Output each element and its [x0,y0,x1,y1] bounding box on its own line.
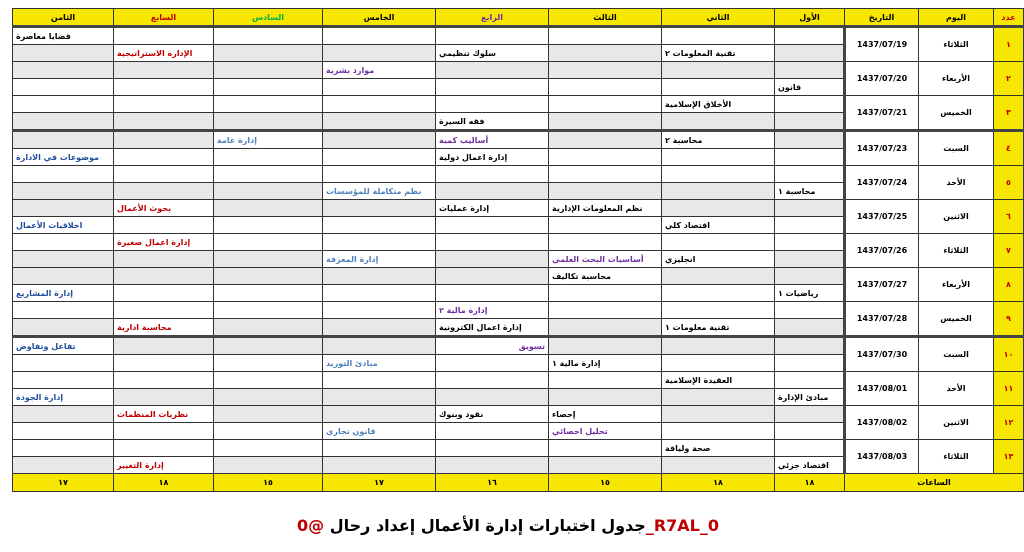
exam-slot [662,113,775,131]
schedule-subrow [13,406,1024,423]
exam-slot [114,79,214,96]
caption [0,516,1024,535]
exam-slot: تسويق [436,337,549,355]
exam-slot [549,234,662,251]
exam-slot [114,149,214,166]
exam-slot [549,96,662,113]
exam-slot [214,372,323,389]
exam-slot [436,423,549,440]
row-number: ٥ [994,166,1024,200]
exam-slot [549,45,662,62]
exam-slot [436,183,549,200]
exam-slot [775,131,845,149]
exam-slot: محاسبة ادارية [114,319,214,337]
exam-slot [13,234,114,251]
exam-slot [436,285,549,302]
exam-slot [775,440,845,457]
exam-slot [214,389,323,406]
schedule-subrow [13,62,1024,79]
exam-slot [775,149,845,166]
col-header-date: التاريخ [845,9,919,27]
exam-slot [436,79,549,96]
exam-date: 1437/07/28 [845,302,919,337]
exam-slot [214,113,323,131]
exam-slot [114,251,214,268]
exam-slot [214,302,323,319]
exam-slot: إدارة اعمال صغيرة [114,234,214,251]
exam-slot [323,113,436,131]
exam-slot: إدارة المعرفة [323,251,436,268]
exam-slot [662,457,775,474]
schedule-subrow [13,200,1024,217]
exam-slot [549,319,662,337]
hours-value: ١٧ [323,474,436,492]
exam-slot [436,166,549,183]
exam-slot [549,131,662,149]
exam-slot [323,131,436,149]
hours-value: ١٥ [214,474,323,492]
row-number: ٣ [994,96,1024,131]
exam-slot [323,406,436,423]
exam-slot [114,285,214,302]
schedule-subrow [13,440,1024,457]
exam-slot [323,372,436,389]
exam-slot: صحة ولياقة [662,440,775,457]
exam-slot: أساسيات البحث العلمي [549,251,662,268]
col-header-period-7: السابع [114,9,214,27]
exam-slot [775,96,845,113]
col-header-period-1: الأول [775,9,845,27]
exam-slot [775,355,845,372]
exam-slot: مبادئ الإدارة [775,389,845,406]
exam-slot [549,79,662,96]
exam-slot [214,268,323,285]
exam-date: 1437/08/01 [845,372,919,406]
exam-slot: إدارة الجودة [13,389,114,406]
exam-slot [214,27,323,45]
exam-slot [662,302,775,319]
exam-slot: محاسبة تكاليف [549,268,662,285]
exam-date: 1437/07/19 [845,27,919,62]
exam-slot [323,217,436,234]
exam-slot [775,27,845,45]
exam-slot [662,423,775,440]
exam-date: 1437/08/02 [845,406,919,440]
exam-slot [436,440,549,457]
exam-slot [549,337,662,355]
exam-slot [662,406,775,423]
exam-slot [662,183,775,200]
exam-date: 1437/07/30 [845,337,919,372]
exam-slot [13,406,114,423]
exam-slot [662,149,775,166]
exam-slot [549,285,662,302]
row-number: ٤ [994,131,1024,166]
exam-date: 1437/07/23 [845,131,919,166]
exam-slot [323,27,436,45]
exam-slot [775,337,845,355]
exam-slot: قانون تجاري [323,423,436,440]
exam-slot [775,406,845,423]
exam-slot: بحوث الأعمال [114,200,214,217]
exam-slot: إحصاء [549,406,662,423]
col-header-period-8: الثامن [13,9,114,27]
exam-slot [323,440,436,457]
exam-slot [323,457,436,474]
exam-slot [323,96,436,113]
row-number: ١٠ [994,337,1024,372]
exam-slot [114,337,214,355]
exam-slot: إدارة اعمال دولية [436,149,549,166]
exam-slot [214,96,323,113]
schedule-subrow [13,166,1024,183]
row-number: ٦ [994,200,1024,234]
exam-slot [323,45,436,62]
exam-slot [436,217,549,234]
exam-slot: اخلاقيات الأعمال [13,217,114,234]
exam-slot [114,389,214,406]
exam-slot [214,423,323,440]
exam-slot [13,319,114,337]
exam-slot [214,183,323,200]
exam-slot [323,389,436,406]
exam-slot: إدارة مالية ١ [549,355,662,372]
day-name: الأربعاء [919,268,994,302]
exam-slot [323,166,436,183]
exam-slot [13,423,114,440]
exam-slot [549,440,662,457]
exam-slot [114,217,214,234]
exam-slot [436,251,549,268]
exam-slot: إدارة مالية ٢ [436,302,549,319]
header-row [13,9,1024,27]
exam-slot [775,319,845,337]
hours-row [13,474,1024,492]
exam-slot: الأخلاق الإسلامية [662,96,775,113]
exam-slot: قانون [775,79,845,96]
schedule-subrow [13,268,1024,285]
hours-value: ١٧ [13,474,114,492]
schedule-subrow [13,131,1024,149]
schedule-subrow [13,27,1024,45]
exam-slot [114,62,214,79]
exam-slot [114,27,214,45]
exam-slot [13,440,114,457]
hours-value: ١٥ [549,474,662,492]
hours-value: ١٨ [775,474,845,492]
exam-slot [13,183,114,200]
exam-slot [549,217,662,234]
exam-slot [214,440,323,457]
row-number: ٢ [994,62,1024,96]
exam-slot [436,355,549,372]
schedule-subrow [13,96,1024,113]
exam-slot [775,113,845,131]
exam-slot [662,337,775,355]
exam-slot [775,45,845,62]
hours-value: ١٨ [662,474,775,492]
exam-slot [214,234,323,251]
exam-slot [549,302,662,319]
exam-slot: تقنية المعلومات ٢ [662,45,775,62]
exam-slot [775,302,845,319]
exam-slot [114,268,214,285]
exam-slot [114,302,214,319]
exam-slot [13,457,114,474]
exam-slot [549,457,662,474]
exam-slot [13,113,114,131]
exam-slot [549,389,662,406]
day-name: الأربعاء [919,62,994,96]
exam-slot [214,200,323,217]
exam-slot [13,355,114,372]
exam-slot [214,79,323,96]
col-header-period-5: الخامس [323,9,436,27]
exam-slot [549,27,662,45]
exam-slot [214,355,323,372]
exam-date: 1437/07/25 [845,200,919,234]
schedule-body [13,27,1024,474]
exam-slot [549,372,662,389]
hours-label: الساعات [845,474,1024,492]
exam-slot: الإدارة الاستراتيجية [114,45,214,62]
exam-slot: انجليزي [662,251,775,268]
exam-slot [436,372,549,389]
exam-slot [549,149,662,166]
exam-slot [775,423,845,440]
exam-slot [323,234,436,251]
col-header-day: اليوم [919,9,994,27]
exam-slot: محاسبة ٢ [662,131,775,149]
author-handle: @0_R7AL_0 [297,516,719,535]
exam-slot: تفاعل وتفاوض [13,337,114,355]
day-name: الأحد [919,166,994,200]
exam-slot [436,234,549,251]
exam-slot: موضوعات في الادارة [13,149,114,166]
exam-slot: إدارة المشاريع [13,285,114,302]
exam-slot [13,372,114,389]
exam-slot [436,62,549,79]
exam-slot [13,62,114,79]
exam-slot [775,200,845,217]
exam-slot [436,389,549,406]
exam-slot [662,166,775,183]
exam-slot: العقيدة الإسلامية [662,372,775,389]
hours-value: ١٦ [436,474,549,492]
exam-slot [214,62,323,79]
exam-slot [13,268,114,285]
exam-slot: فقه السيرة [436,113,549,131]
exam-slot [214,319,323,337]
exam-date: 1437/07/21 [845,96,919,131]
exam-slot [775,166,845,183]
exam-schedule-table [12,8,1024,492]
exam-slot: تحليل احصائي [549,423,662,440]
exam-date: 1437/07/20 [845,62,919,96]
col-header-period-4: الرابع [436,9,549,27]
exam-slot [214,45,323,62]
exam-slot: رياضيات ١ [775,285,845,302]
exam-slot [436,96,549,113]
exam-slot: موارد بشرية [323,62,436,79]
exam-slot [775,234,845,251]
exam-slot: إدارة عامة [214,131,323,149]
day-name: السبت [919,337,994,372]
row-number: ١ [994,27,1024,62]
exam-slot [214,457,323,474]
exam-slot [13,166,114,183]
day-name: الاثنين [919,406,994,440]
exam-date: 1437/07/26 [845,234,919,268]
exam-date: 1437/07/24 [845,166,919,200]
exam-slot [13,302,114,319]
exam-slot [214,217,323,234]
exam-slot [114,355,214,372]
row-number: ١٢ [994,406,1024,440]
exam-slot [775,62,845,79]
exam-slot [214,251,323,268]
exam-slot [13,251,114,268]
row-number: ٧ [994,234,1024,268]
schedule-subrow [13,337,1024,355]
exam-slot [114,423,214,440]
exam-slot [662,355,775,372]
day-name: الثلاثاء [919,234,994,268]
exam-slot [775,217,845,234]
exam-slot [662,62,775,79]
exam-slot: إدارة التغيير [114,457,214,474]
day-name: السبت [919,131,994,166]
exam-slot [114,372,214,389]
exam-slot [114,440,214,457]
exam-slot [662,389,775,406]
exam-slot [214,166,323,183]
exam-slot [114,131,214,149]
exam-slot [114,96,214,113]
exam-slot [323,149,436,166]
exam-slot: قضايا معاصرة [13,27,114,45]
exam-slot [214,285,323,302]
exam-slot [662,285,775,302]
exam-slot [549,166,662,183]
hours-value: ١٨ [114,474,214,492]
caption-text: جدول اختبارات إدارة الأعمال إعداد رحال [329,516,646,535]
col-header-period-3: الثالث [549,9,662,27]
exam-slot: نظريات المنظمات [114,406,214,423]
exam-slot [323,200,436,217]
exam-slot: نقود وبنوك [436,406,549,423]
exam-slot [323,337,436,355]
exam-slot [549,62,662,79]
exam-slot [662,27,775,45]
exam-slot: إدارة اعمال الكترونية [436,319,549,337]
row-number: ١٣ [994,440,1024,474]
exam-slot [13,79,114,96]
exam-slot [775,372,845,389]
exam-date: 1437/08/03 [845,440,919,474]
exam-slot [662,268,775,285]
exam-slot [662,79,775,96]
exam-slot: أساليب كمية [436,131,549,149]
exam-slot [114,113,214,131]
exam-slot [323,319,436,337]
row-number: ٨ [994,268,1024,302]
schedule-subrow [13,234,1024,251]
day-name: الثلاثاء [919,440,994,474]
exam-slot: اقتصاد جزئي [775,457,845,474]
exam-slot [214,337,323,355]
exam-slot: اقتصاد كلي [662,217,775,234]
exam-slot: نظم متكاملة للمؤسسات [323,183,436,200]
exam-slot [436,268,549,285]
exam-date: 1437/07/27 [845,268,919,302]
exam-slot [436,27,549,45]
row-number: ٩ [994,302,1024,337]
exam-slot: سلوك تنظيمي [436,45,549,62]
exam-slot [436,457,549,474]
day-name: الاثنين [919,200,994,234]
exam-slot [323,79,436,96]
exam-slot [323,268,436,285]
exam-slot [114,166,214,183]
exam-slot [214,149,323,166]
exam-slot: تقنية معلومات ١ [662,319,775,337]
col-header-period-6: السادس [214,9,323,27]
row-number: ١١ [994,372,1024,406]
schedule-subrow [13,302,1024,319]
exam-slot [662,200,775,217]
exam-slot [549,113,662,131]
day-name: الثلاثاء [919,27,994,62]
exam-slot [13,131,114,149]
day-name: الخميس [919,96,994,131]
day-name: الأحد [919,372,994,406]
exam-slot: محاسبة ١ [775,183,845,200]
exam-slot [775,251,845,268]
exam-slot [323,302,436,319]
day-name: الخميس [919,302,994,337]
exam-slot: إدارة عمليات [436,200,549,217]
exam-slot [13,45,114,62]
exam-slot [549,183,662,200]
exam-slot [13,200,114,217]
exam-slot [214,406,323,423]
exam-slot: نظم المعلومات الإدارية [549,200,662,217]
col-header-num: عدد [994,9,1024,27]
exam-slot [114,183,214,200]
exam-slot [775,268,845,285]
exam-slot [323,285,436,302]
col-header-period-2: الثاني [662,9,775,27]
exam-slot [13,96,114,113]
schedule-subrow [13,372,1024,389]
exam-slot [662,234,775,251]
exam-slot: مبادئ التوريد [323,355,436,372]
